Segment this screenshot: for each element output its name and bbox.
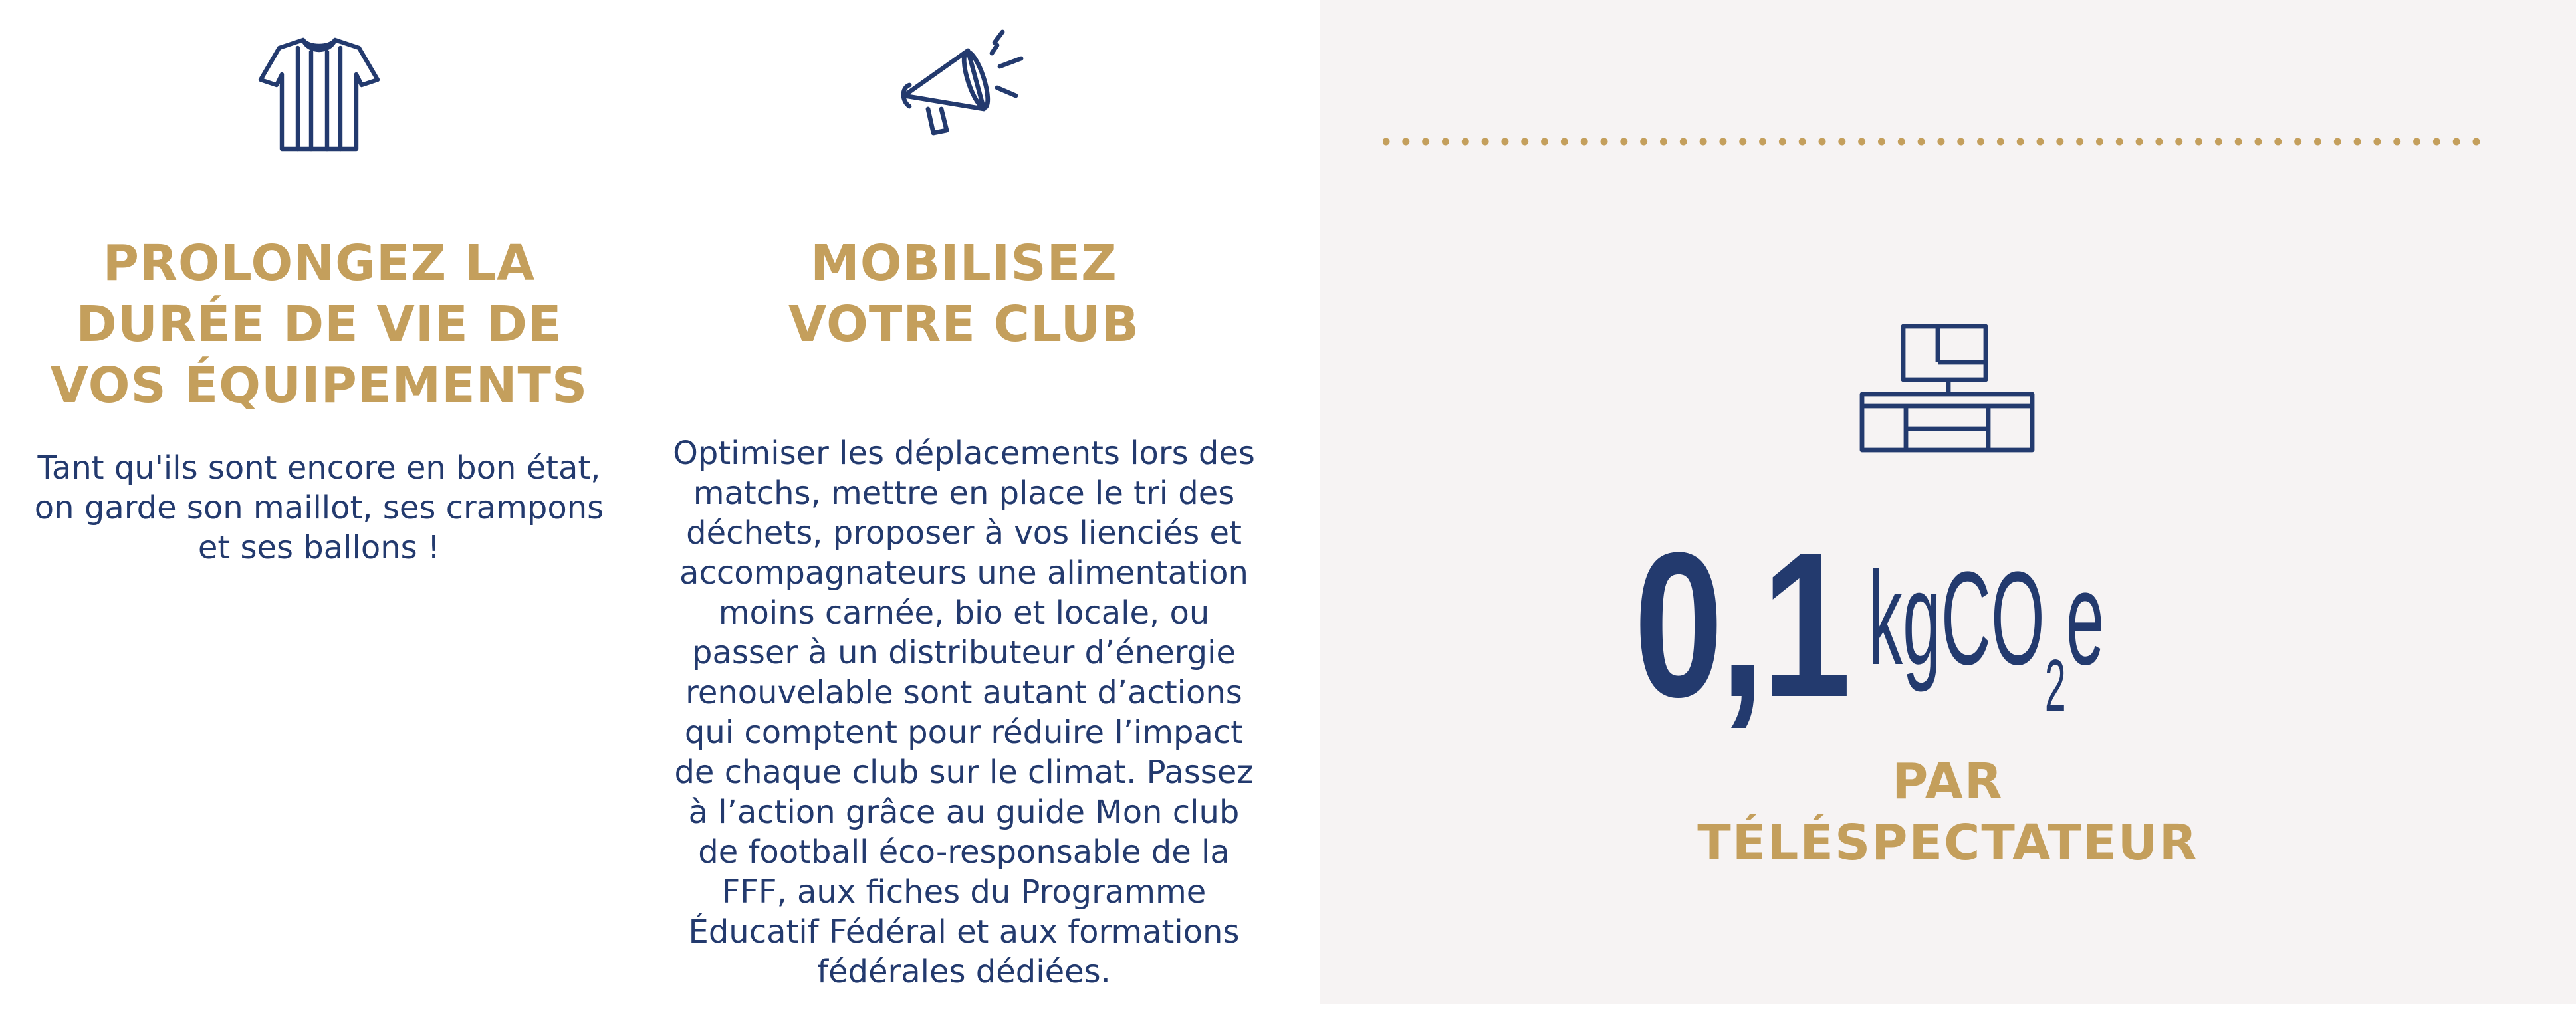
unit-subscript: 2 (2044, 645, 2066, 727)
body-line: matchs, mettre en place le tri des (693, 475, 1235, 512)
body-line: accompagnateurs une alimentation (679, 554, 1248, 592)
divider-dot (1442, 138, 1449, 146)
divider-dot (1759, 138, 1766, 146)
divider-dot (2136, 138, 2143, 146)
divider-dot (1719, 138, 1726, 146)
body-line: moins carnée, bio et locale, ou (718, 594, 1210, 631)
icon-slot (658, 0, 1270, 173)
tip-heading (13, 233, 625, 416)
divider-dot (2175, 138, 2182, 146)
divider-dot (1402, 138, 1409, 146)
divider-dot (1819, 138, 1826, 146)
divider-dot (1957, 138, 1964, 146)
divider-dot (2037, 138, 2044, 146)
icon-slot (13, 0, 625, 173)
divider-dot (1561, 138, 1568, 146)
divider-dot (2235, 138, 2242, 146)
body-line: on garde son maillot, ses crampons (34, 489, 604, 526)
jersey-icon (253, 27, 386, 160)
stat-label-line: TÉLÉSPECTATEUR (1697, 814, 2198, 871)
body-line: Tant qu'ils sont encore en bon état, (37, 449, 601, 487)
tip-body (13, 448, 625, 568)
stat-number: 0,1 (1633, 509, 1848, 740)
divider-dot (2473, 138, 2480, 146)
divider-dot (1601, 138, 1608, 146)
heading-line: PROLONGEZ LA (102, 235, 536, 292)
television-icon (1858, 322, 2038, 462)
divider-dot (1482, 138, 1489, 146)
divider-dot (1383, 138, 1390, 146)
divider-dot (2076, 138, 2083, 146)
body-line: FFF, aux fiches du Programme (721, 873, 1207, 911)
divider-dot (2453, 138, 2460, 146)
divider-dot (1660, 138, 1667, 146)
divider-dot (2155, 138, 2163, 146)
divider-dot (1422, 138, 1429, 146)
divider-dot (2314, 138, 2321, 146)
divider-dot (1858, 138, 1865, 146)
dotted-divider (1383, 136, 2480, 147)
divider-dot (1878, 138, 1885, 146)
body-line: de football éco-responsable de la (698, 834, 1230, 871)
stat-value-row (1320, 509, 2576, 740)
body-line: Optimiser les déplacements lors des (673, 435, 1255, 472)
divider-dot (2433, 138, 2440, 146)
stat-label (1320, 751, 2576, 873)
divider-dot (1799, 138, 1806, 146)
divider-dot (1977, 138, 1984, 146)
divider-dot (2393, 138, 2400, 146)
body-line: renouvelable sont autant d’actions (685, 674, 1242, 711)
divider-dot (1739, 138, 1746, 146)
body-line: passer à un distributeur d’énergie (692, 634, 1236, 671)
divider-dot (1700, 138, 1707, 146)
unit-prefix: kgCO (1867, 544, 2045, 693)
body-line: et ses ballons ! (197, 529, 441, 566)
tip-heading (658, 233, 1270, 355)
divider-dot (1997, 138, 2004, 146)
divider-dot (1898, 138, 1905, 146)
tip-body (658, 433, 1270, 992)
divider-dot (2195, 138, 2202, 146)
divider-dot (1918, 138, 1925, 146)
divider-dot (1501, 138, 1508, 146)
tip-card-equipment (13, 0, 625, 568)
divider-dot (1581, 138, 1588, 146)
divider-dot (2096, 138, 2103, 146)
megaphone-icon (891, 27, 1037, 160)
divider-dot (1937, 138, 1944, 146)
divider-dot (2056, 138, 2063, 146)
body-line: déchets, proposer à vos lienciés et (686, 514, 1242, 552)
divider-dot (1521, 138, 1528, 146)
body-line: qui comptent pour réduire l’impact (684, 714, 1244, 751)
divider-dot (1620, 138, 1627, 146)
divider-dot (2255, 138, 2262, 146)
stat-label-line: PAR (1892, 753, 2004, 810)
divider-dot (1680, 138, 1687, 146)
divider-dot (2334, 138, 2341, 146)
body-line: fédérales dédiées. (817, 953, 1111, 990)
heading-line: VOS ÉQUIPEMENTS (50, 357, 588, 414)
divider-dot (2354, 138, 2361, 146)
divider-dot (1838, 138, 1845, 146)
divider-dot (1779, 138, 1786, 146)
divider-dot (2116, 138, 2123, 146)
body-line: Éducatif Fédéral et aux formations (688, 913, 1240, 951)
tip-card-club (658, 0, 1270, 992)
divider-dot (1640, 138, 1647, 146)
divider-dot (2294, 138, 2301, 146)
divider-dot (1541, 138, 1548, 146)
divider-dot (2215, 138, 2222, 146)
body-line: à l’action grâce au guide Mon club (688, 794, 1240, 831)
body-line: de chaque club sur le climat. Passez (674, 754, 1254, 791)
divider-dot (2413, 138, 2420, 146)
stat-panel (1320, 0, 2576, 1004)
divider-dot (2274, 138, 2282, 146)
unit-suffix: e (2065, 544, 2105, 693)
divider-dot (2017, 138, 2024, 146)
heading-line: DURÉE DE VIE DE (76, 296, 562, 353)
divider-dot (2373, 138, 2381, 146)
heading-line: VOTRE CLUB (788, 296, 1139, 353)
stat-unit (1867, 544, 2105, 727)
heading-line: MOBILISEZ (810, 235, 1117, 292)
divider-dot (1462, 138, 1469, 146)
